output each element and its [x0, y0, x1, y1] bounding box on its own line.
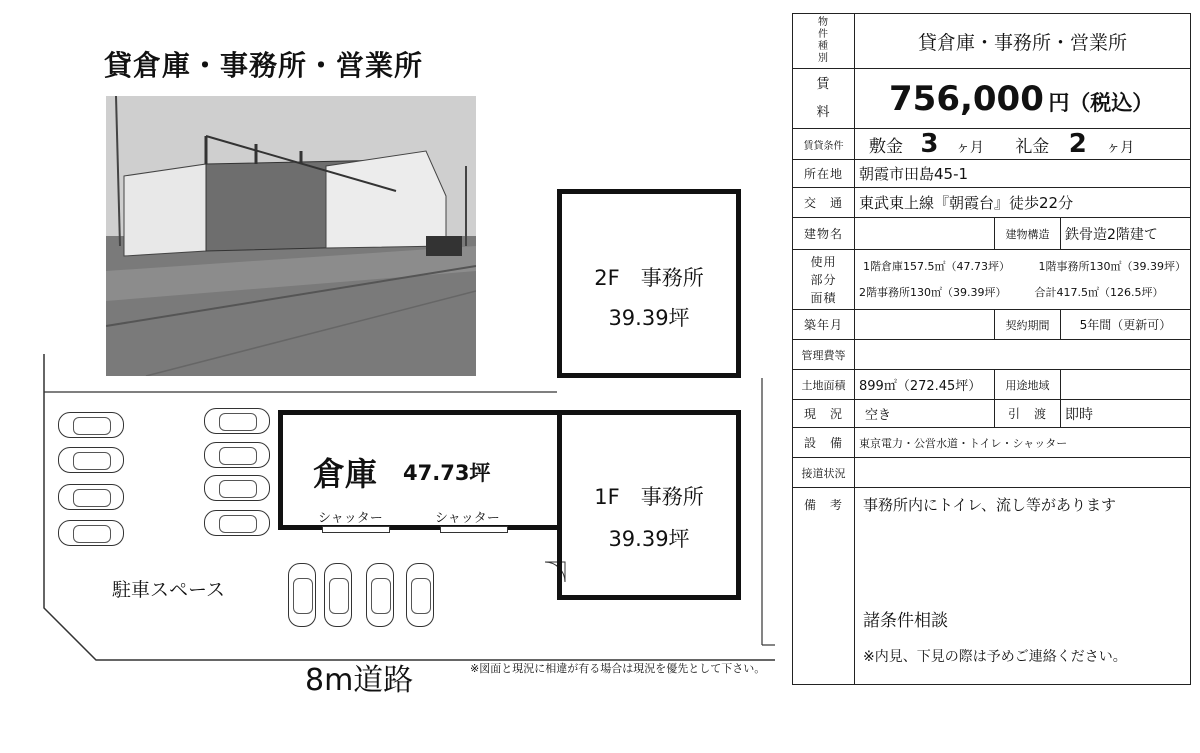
car-icon — [204, 475, 270, 501]
room-2f-name: 2F 事務所 — [594, 266, 704, 290]
property-type-value: 貸倉庫・事務所・営業所 — [855, 14, 1191, 69]
row-remarks — [793, 488, 1191, 685]
land-area-value: 899㎡（272.45坪） — [855, 370, 995, 400]
room-1f-name: 1F 事務所 — [594, 485, 704, 509]
structure-label: 建物構造 — [995, 218, 1061, 250]
property-type-label: 物 件 種 別 — [793, 14, 855, 69]
remarks-line-3: ※内見、下見の際は予めご連絡ください。 — [863, 649, 1127, 665]
usage-area-value — [855, 250, 1191, 310]
deposit-unit: ヶ月 — [955, 140, 984, 156]
building-photo — [106, 96, 476, 376]
shutter-label-1: シャッター — [318, 511, 383, 526]
transport-value: 東武東上線『朝霞台』徒歩22分 — [855, 188, 1191, 218]
car-icon — [366, 563, 394, 627]
key-money-value: 2 — [1068, 129, 1087, 159]
row-rental-conditions — [793, 129, 1191, 160]
land-area-label: 土地面積 — [793, 370, 855, 400]
structure-value: 鉄骨造2階建て — [1061, 218, 1191, 250]
car-icon — [288, 563, 316, 627]
row-facilities — [793, 428, 1191, 458]
car-icon — [204, 442, 270, 468]
area-total: 合計417.5㎡（126.5坪） — [1034, 285, 1164, 299]
row-road-access — [793, 458, 1191, 488]
conditions-label: 賃貸条件 — [793, 129, 855, 160]
road-access-label: 接道状況 — [793, 458, 855, 488]
usage-area-label: 使用 部分 面積 — [793, 250, 855, 310]
remarks-line-2: 諸条件相談 — [863, 611, 948, 631]
row-transport — [793, 188, 1191, 218]
handover-value: 即時 — [1061, 400, 1191, 428]
remarks-label: 備 考 — [793, 488, 855, 685]
row-property-type — [793, 14, 1191, 69]
room-1f-office — [557, 410, 741, 600]
car-icon — [58, 520, 124, 546]
handover-label: 引 渡 — [995, 400, 1061, 428]
area-2f-office: 2階事務所130㎡（39.39坪） — [859, 285, 1007, 299]
conditions-value — [855, 129, 1191, 160]
location-label: 所在地 — [793, 160, 855, 188]
listing-title: 貸倉庫・事務所・営業所 — [104, 49, 424, 82]
location-value: 朝霞市田島45-1 — [855, 160, 1191, 188]
deposit-label: 敷金 — [869, 137, 903, 157]
area-1f-warehouse: 1階倉庫157.5㎡（47.73坪） — [863, 259, 1010, 273]
shutter-label-2: シャッター — [435, 511, 500, 526]
shutter-2 — [440, 526, 508, 533]
rent-value: 756,000 — [889, 78, 1044, 119]
rent-label: 賃 料 — [793, 69, 855, 129]
zoning-value — [1061, 370, 1191, 400]
car-icon — [324, 563, 352, 627]
key-money-label: 礼金 — [1015, 137, 1050, 157]
car-icon — [58, 412, 124, 438]
warehouse-name: 倉庫 — [313, 455, 378, 493]
zoning-label: 用途地域 — [995, 370, 1061, 400]
car-icon — [204, 408, 270, 434]
facilities-value: 東京電力・公営水道・トイレ・シャッター — [855, 428, 1191, 458]
key-money-unit: ヶ月 — [1106, 140, 1135, 156]
warehouse-area: 47.73坪 — [403, 461, 491, 485]
transport-label: 交 通 — [793, 188, 855, 218]
room-2f-area: 39.39坪 — [608, 306, 690, 330]
car-icon — [204, 510, 270, 536]
remarks-line-1: 事務所内にトイレ、流し等があります — [863, 496, 1117, 514]
status-value: 空き — [855, 400, 995, 428]
row-usage-area — [793, 250, 1191, 310]
plan-footnote: ※図面と現況に相違が有る場合は現況を優先として下さい。 — [470, 662, 766, 675]
room-1f-area: 39.39坪 — [608, 527, 690, 551]
remarks-value — [855, 488, 1191, 685]
mgmt-fee-label: 管理費等 — [793, 340, 855, 370]
facilities-label: 設 備 — [793, 428, 855, 458]
row-building — [793, 218, 1191, 250]
rent-value-cell — [855, 69, 1191, 129]
property-info-table — [792, 13, 1191, 685]
row-rent — [793, 69, 1191, 129]
car-icon — [58, 484, 124, 510]
building-name-label: 建物名 — [793, 218, 855, 250]
mgmt-fee-value — [855, 340, 1191, 370]
area-1f-office: 1階事務所130㎡（39.39坪） — [1038, 259, 1186, 273]
road-label: 8m道路 — [305, 663, 414, 698]
parking-label: 駐車スペース — [112, 579, 226, 601]
car-icon — [58, 447, 124, 473]
contract-label: 契約期間 — [995, 310, 1061, 340]
car-icon — [406, 563, 434, 627]
row-location — [793, 160, 1191, 188]
row-built-contract — [793, 310, 1191, 340]
rent-unit: 円（税込） — [1048, 90, 1154, 115]
contract-value: 5年間（更新可） — [1061, 310, 1191, 340]
road-access-value — [855, 458, 1191, 488]
built-value — [855, 310, 995, 340]
row-status — [793, 400, 1191, 428]
status-label: 現 況 — [793, 400, 855, 428]
row-land — [793, 370, 1191, 400]
built-label: 築年月 — [793, 310, 855, 340]
shutter-1 — [322, 526, 390, 533]
deposit-value: 3 — [920, 129, 939, 159]
building-name-value — [855, 218, 995, 250]
row-mgmt-fee — [793, 340, 1191, 370]
room-2f-office — [557, 189, 741, 378]
